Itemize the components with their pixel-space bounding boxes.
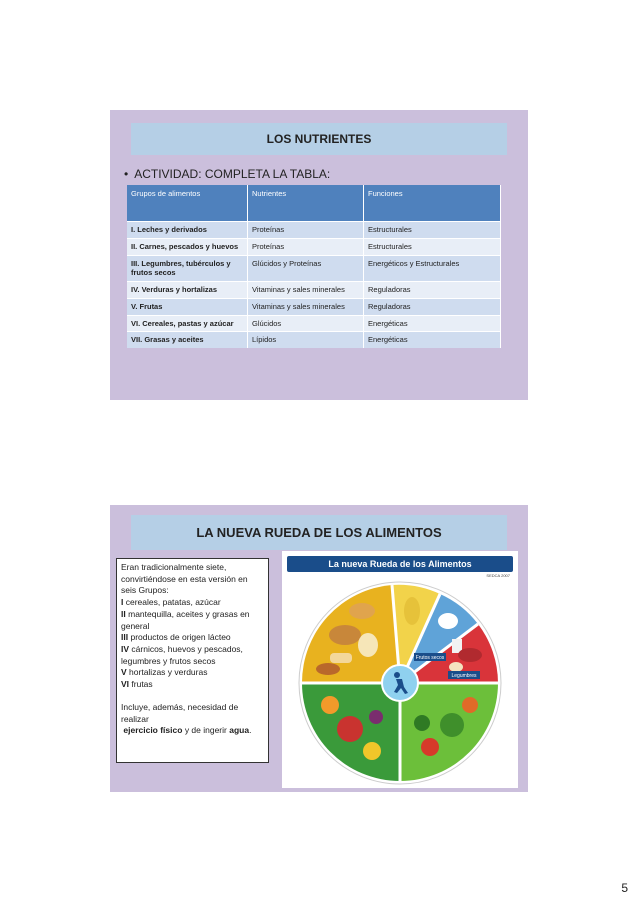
description-textbox	[116, 558, 269, 763]
header-grupos: Grupos de alimentos	[127, 185, 248, 222]
cell-nutriente: Vitaminas y sales minerales	[248, 282, 364, 299]
cell-funcion: Energéticos y Estructurales	[364, 255, 501, 282]
cell-nutriente: Proteínas	[248, 238, 364, 255]
cell-nutriente: Glúcidos	[248, 315, 364, 332]
table-row	[127, 332, 501, 348]
table-row	[127, 282, 501, 299]
group-line: V hortalizas y verduras	[121, 667, 208, 678]
cell-funcion: Estructurales	[364, 222, 501, 239]
food-wheel-svg	[282, 551, 518, 788]
cell-funcion: Reguladoras	[364, 282, 501, 299]
wheel-header: La nueva Rueda de los Alimentos	[287, 556, 513, 572]
slide-title: LOS NUTRIENTES	[131, 123, 507, 155]
cell-grupo: I. Leches y derivados	[127, 222, 248, 239]
intro-text: Eran tradicionalmente siete, convirtiéndose en esta versión en seis Grupos:	[121, 562, 248, 596]
group-line: II mantequilla, aceites y grasas en general	[121, 608, 250, 631]
cell-nutriente: Lípidos	[248, 332, 364, 348]
cell-grupo: IV. Verduras y hortalizas	[127, 282, 248, 299]
table-row	[127, 255, 501, 282]
page-number: 5	[621, 881, 628, 895]
group-line: I cereales, patatas, azúcar	[121, 597, 221, 608]
cell-nutriente: Vitaminas y sales minerales	[248, 298, 364, 315]
slide-nutrientes	[110, 110, 528, 400]
water-text: agua	[229, 725, 250, 736]
exercise-line: ejercicio físico y de ingerir agua.	[123, 725, 252, 736]
nutrients-table	[127, 185, 501, 348]
tag-legumbres: Legumbres	[451, 673, 477, 679]
cell-grupo: VII. Grasas y aceites	[127, 332, 248, 348]
cell-nutriente: Glúcidos y Proteínas	[248, 255, 364, 282]
activity-bullet	[124, 167, 330, 181]
table-header-row	[127, 185, 501, 222]
wheel-source: SEDCA 2007	[486, 573, 510, 578]
bullet-dot: •	[124, 167, 129, 181]
header-funciones: Funciones	[364, 185, 501, 222]
cell-grupo: VI. Cereales, pastas y azúcar	[127, 315, 248, 332]
table-row	[127, 238, 501, 255]
cell-nutriente: Proteínas	[248, 222, 364, 239]
exercise-text: ejercicio físico	[123, 725, 183, 736]
cell-funcion: Energéticas	[364, 315, 501, 332]
group-line: VI frutas	[121, 679, 153, 690]
tag-frutos-secos: Frutos secos	[415, 655, 445, 661]
cell-funcion: Energéticas	[364, 332, 501, 348]
table-row	[127, 298, 501, 315]
slide-title: LA NUEVA RUEDA DE LOS ALIMENTOS	[131, 515, 507, 550]
header-nutrientes: Nutrientes	[248, 185, 364, 222]
group-line: IV cárnicos, huevos y pescados, legumbres y frutos secos	[121, 644, 243, 666]
group-line: III productos de origen lácteo	[121, 632, 231, 643]
cell-grupo: II. Carnes, pescados y huevos	[127, 238, 248, 255]
activity-text: ACTIVIDAD: COMPLETA LA TABLA:	[134, 167, 331, 181]
table-row	[127, 222, 501, 239]
slide-rueda-alimentos	[110, 505, 528, 792]
cell-grupo: III. Legumbres, tubérculos y frutos secos	[127, 255, 248, 282]
cell-funcion: Estructurales	[364, 238, 501, 255]
table-row	[127, 315, 501, 332]
food-wheel-image	[282, 551, 518, 788]
cell-grupo: V. Frutas	[127, 298, 248, 315]
cell-funcion: Reguladoras	[364, 298, 501, 315]
includes-text: Incluye, además, necesidad de realizar	[121, 701, 239, 724]
